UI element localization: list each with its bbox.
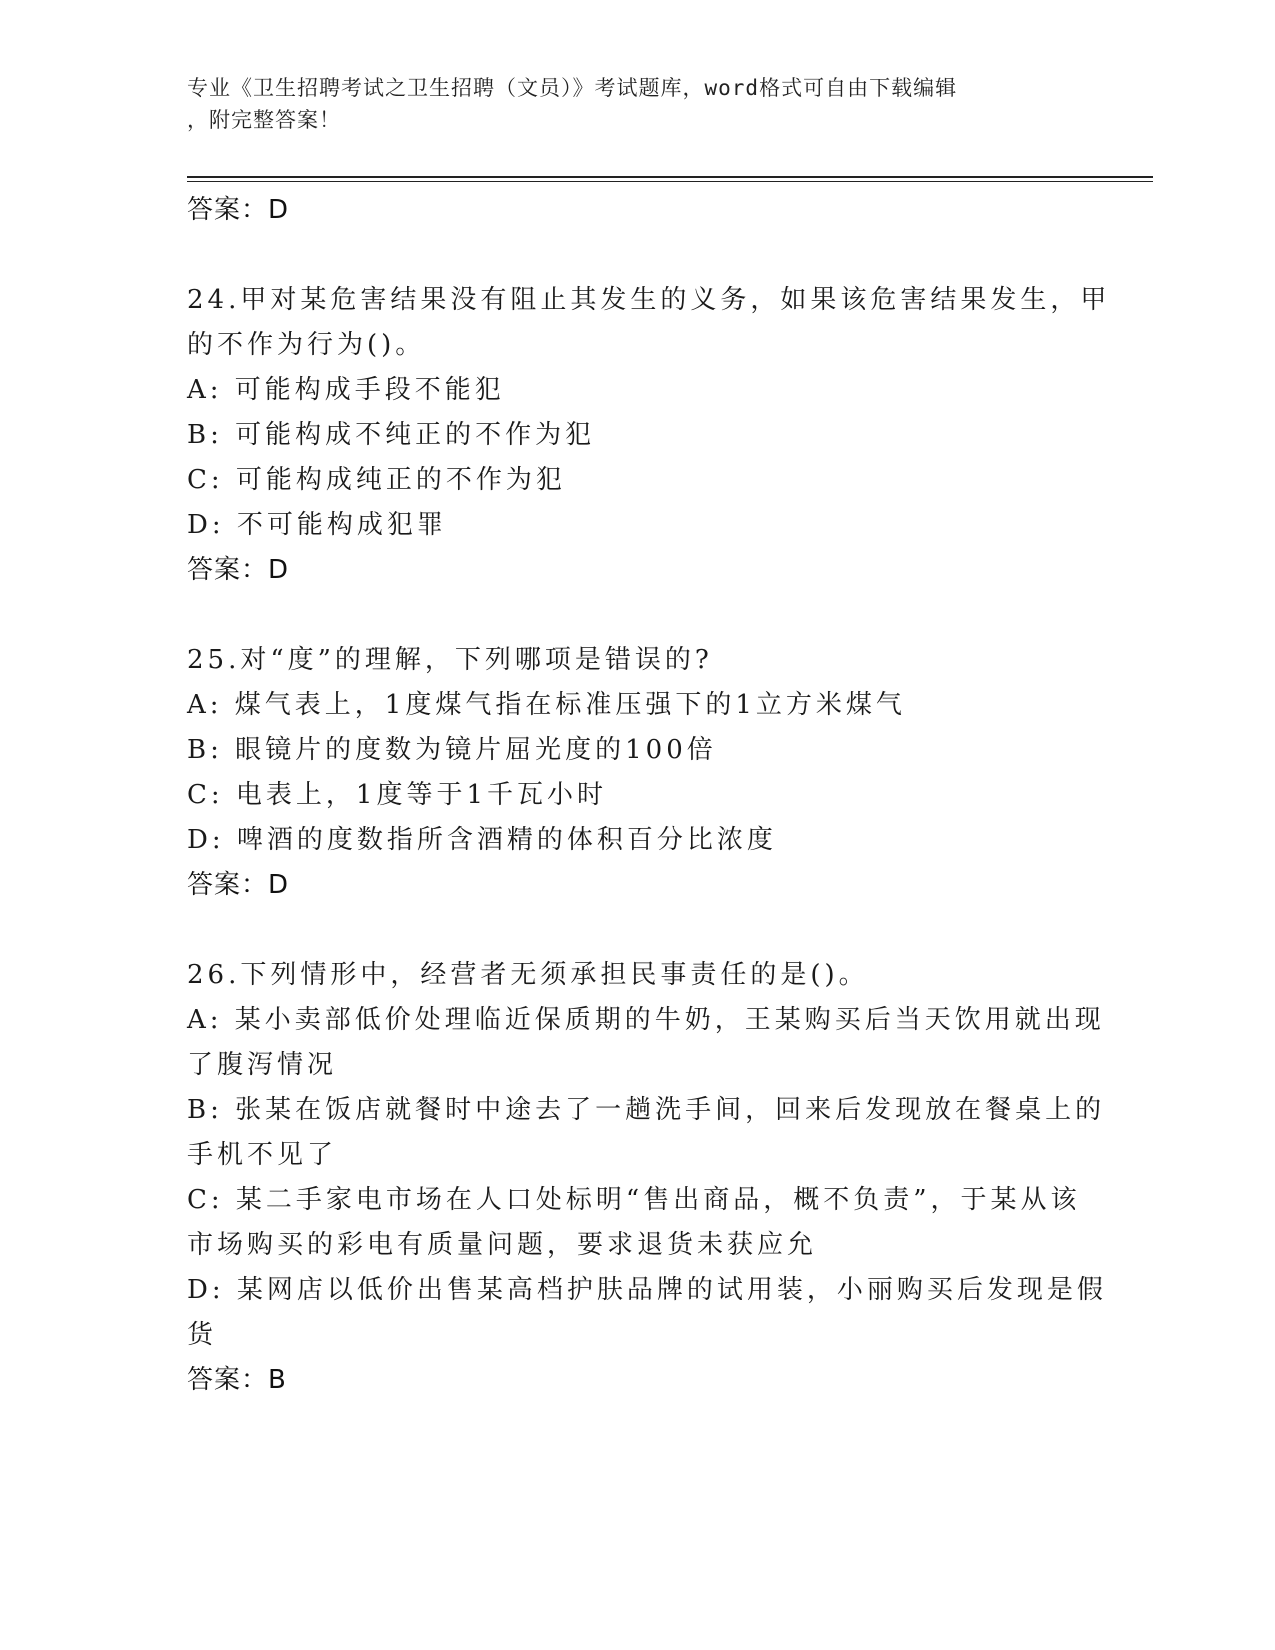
option-b-continued: 手机不见了 [187,1140,338,1170]
answer-line: 答案：D [187,195,290,225]
question-stem: 的不作为行为()。 [187,330,426,360]
question-stem: 25.对“度”的理解，下列哪项是错误的? [187,645,713,675]
option-b: B: 可能构成不纯正的不作为犯 [187,420,596,450]
question-item [187,278,1111,593]
header-divider-thin [187,181,1153,182]
option-d-continued: 货 [187,1320,218,1350]
option-a: A: 可能构成手段不能犯 [187,375,505,405]
option-b: B: 张某在饭店就餐时中途去了一趟洗手间，回来后发现放在餐桌上的 [187,1095,1106,1125]
document-body [187,188,1111,1403]
option-b: B: 眼镜片的度数为镜片屈光度的100倍 [187,735,717,765]
option-d: D: 不可能构成犯罪 [187,510,447,540]
question-stem: 26.下列情形中，经营者无须承担民事责任的是()。 [187,960,869,990]
option-c: C: 某二手家电市场在人口处标明“售出商品，概不负责”，于某从该 [187,1185,1081,1215]
option-a: A: 某小卖部低价处理临近保质期的牛奶，王某购买后当天饮用就出现 [187,1005,1105,1035]
question-item [187,953,1107,1403]
answer-line: 答案：D [187,555,290,585]
option-a: A: 煤气表上，1度煤气指在标准压强下的1立方米煤气 [187,690,906,720]
option-a-continued: 了腹泻情况 [187,1050,338,1080]
option-c: C: 可能构成纯正的不作为犯 [187,465,566,495]
option-d: D: 某网店以低价出售某高档护肤品牌的试用装，小丽购买后发现是假 [187,1275,1107,1305]
answer-line: 答案：B [187,1365,287,1395]
option-c-continued: 市场购买的彩电有质量问题，要求退货未获应允 [187,1230,818,1260]
answer-line: 答案：D [187,870,290,900]
document-header [187,72,1067,136]
question-stem: 24.甲对某危害结果没有阻止其发生的义务，如果该危害结果发生，甲 [187,285,1111,315]
question-item [187,638,1087,908]
option-d: D: 啤酒的度数指所含酒精的体积百分比浓度 [187,825,777,855]
header-line: ，附完整答案！ [187,108,341,132]
header-line: 专业《卫生招聘考试之卫生招聘（文员）》考试题库，word格式可自由下载编辑 [187,76,958,100]
header-divider [187,176,1153,178]
option-c: C: 电表上，1度等于1千瓦小时 [187,780,608,810]
